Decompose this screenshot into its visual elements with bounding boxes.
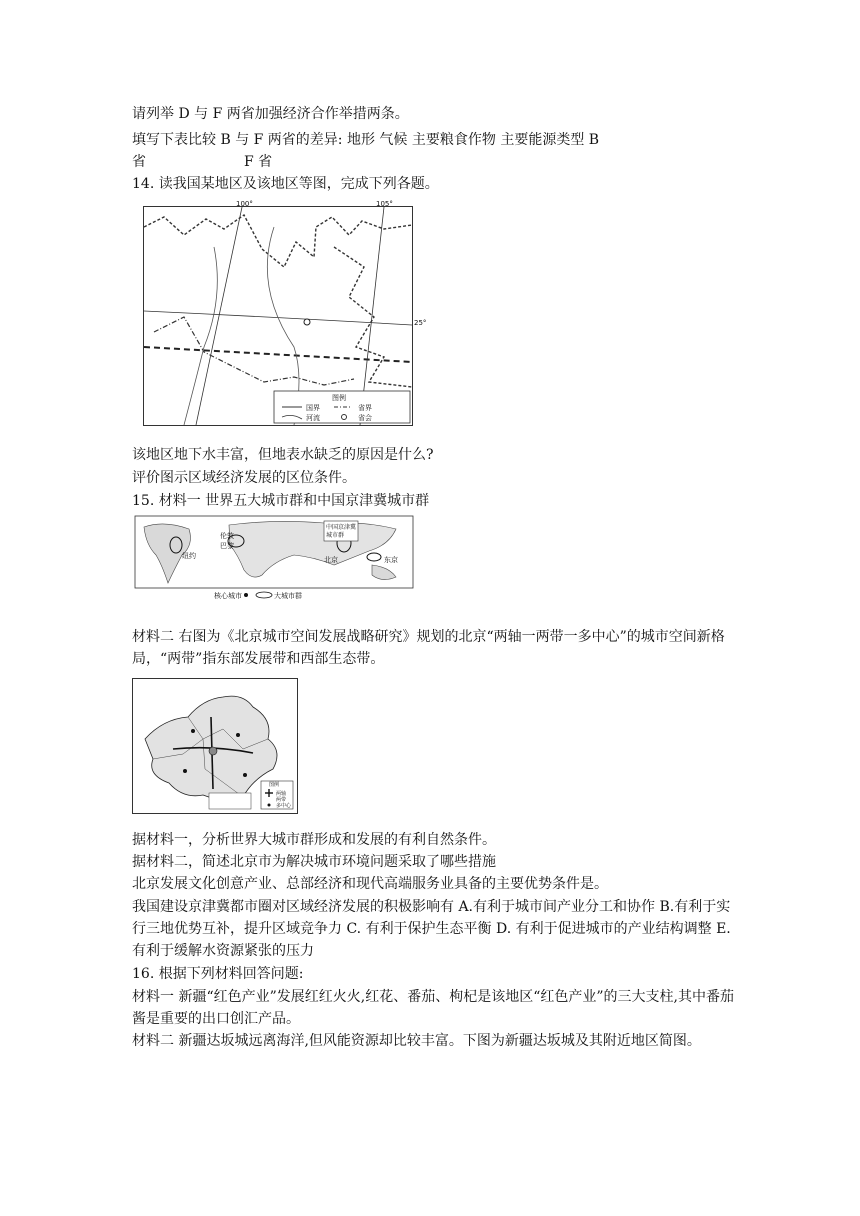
map3-legend-belt: 两带 [276,797,287,803]
longitude-100-label: 100° [236,200,253,208]
latitude-25-label: 25° [414,319,427,327]
question-13-item-3: 请列举 D 与 F 两省加强经济合作举措两条。 [132,106,409,122]
legend-title: 图例 [332,394,346,402]
question-15-part-1: 据材料一，分析世界大城市群形成和发展的有利自然条件。 [132,832,496,848]
london-label: 伦敦 [220,532,234,540]
beijing-label: 北京 [324,556,338,564]
longitude-105-label: 105° [376,200,393,208]
map3-legend-center: 多中心 [276,803,292,809]
question-15-part-2: 据材料二，简述北京市为解决城市环境问题采取了哪些措施 [132,854,496,870]
table-row-label-b: 省 [132,154,146,170]
paris-label: 巴黎 [220,542,234,550]
question-16-material-2: 材料二 新疆达坂城远离海洋,但风能资源却比较丰富。下图为新疆达坂城及其附近地区简图。 [132,1033,701,1049]
tokyo-label: 东京 [384,556,398,564]
question-16-title: 16. 根据下列材料回答问题: [132,966,304,982]
question-13-item-4: 填写下表比较 B 与 F 两省的差异: 地形 气候 主要粮食作物 主要能源类型 B [132,132,600,148]
jingjinji-cluster-label: 中国京津冀城市群 [326,524,357,539]
new-york-label: 纽约 [182,552,196,560]
legend-capital-label: 省会 [358,414,372,422]
material-2-text: 材料二 右图为《北京城市空间发展战略研究》规划的北京“两轴一两带一多中心”的城市空间新格局，“两带”指东部发展带和西部生态带。 [132,629,725,667]
question-15-part-4: 我国建设京津冀都市圈对区域经济发展的积极影响有 A.有利于城市间产业分工和协作 B.有利于实行三地优势互补，提升区域竞争力 C. 有利于保护生态平衡 D. 有利于促进城市的产业结构调整 E. 有利于缓解水资源紧张的压力 [132,899,731,959]
world-city-cluster-map [134,515,414,599]
question-14-part-2: 评价图示区域经济发展的区位条件。 [132,470,356,486]
region-map-figure [143,200,427,426]
question-15-title: 15. 材料一 世界五大城市群和中国京津冀城市群 [132,493,430,509]
table-row-label-f: F 省 [244,154,273,170]
beijing-plan-map [132,678,298,814]
question-16-material-1: 材料一 新疆“红色产业”发展红红火火,红花、番茄、枸杞是该地区“红色产业”的三大支柱,其中番茄酱是重要的出口创汇产品。 [132,989,734,1027]
question-15-part-3: 北京发展文化创意产业、总部经济和现代高端服务业具备的主要优势条件是。 [132,876,608,892]
map3-legend-axis: 两轴 [276,791,287,797]
legend-city-cluster: 大城市群 [274,592,302,600]
legend-province-label: 省界 [358,404,372,412]
legend-core-city: 核心城市 [214,592,242,600]
map3-legend-title: 图例 [269,782,280,788]
question-14-part-1: 该地区地下水丰富，但地表水缺乏的原因是什么? [132,447,434,463]
legend-border-label: 国界 [306,404,320,412]
legend-river-label: 河流 [306,414,320,422]
question-14-title: 14. 读我国某地区及该地区等图，完成下列各题。 [132,176,439,192]
